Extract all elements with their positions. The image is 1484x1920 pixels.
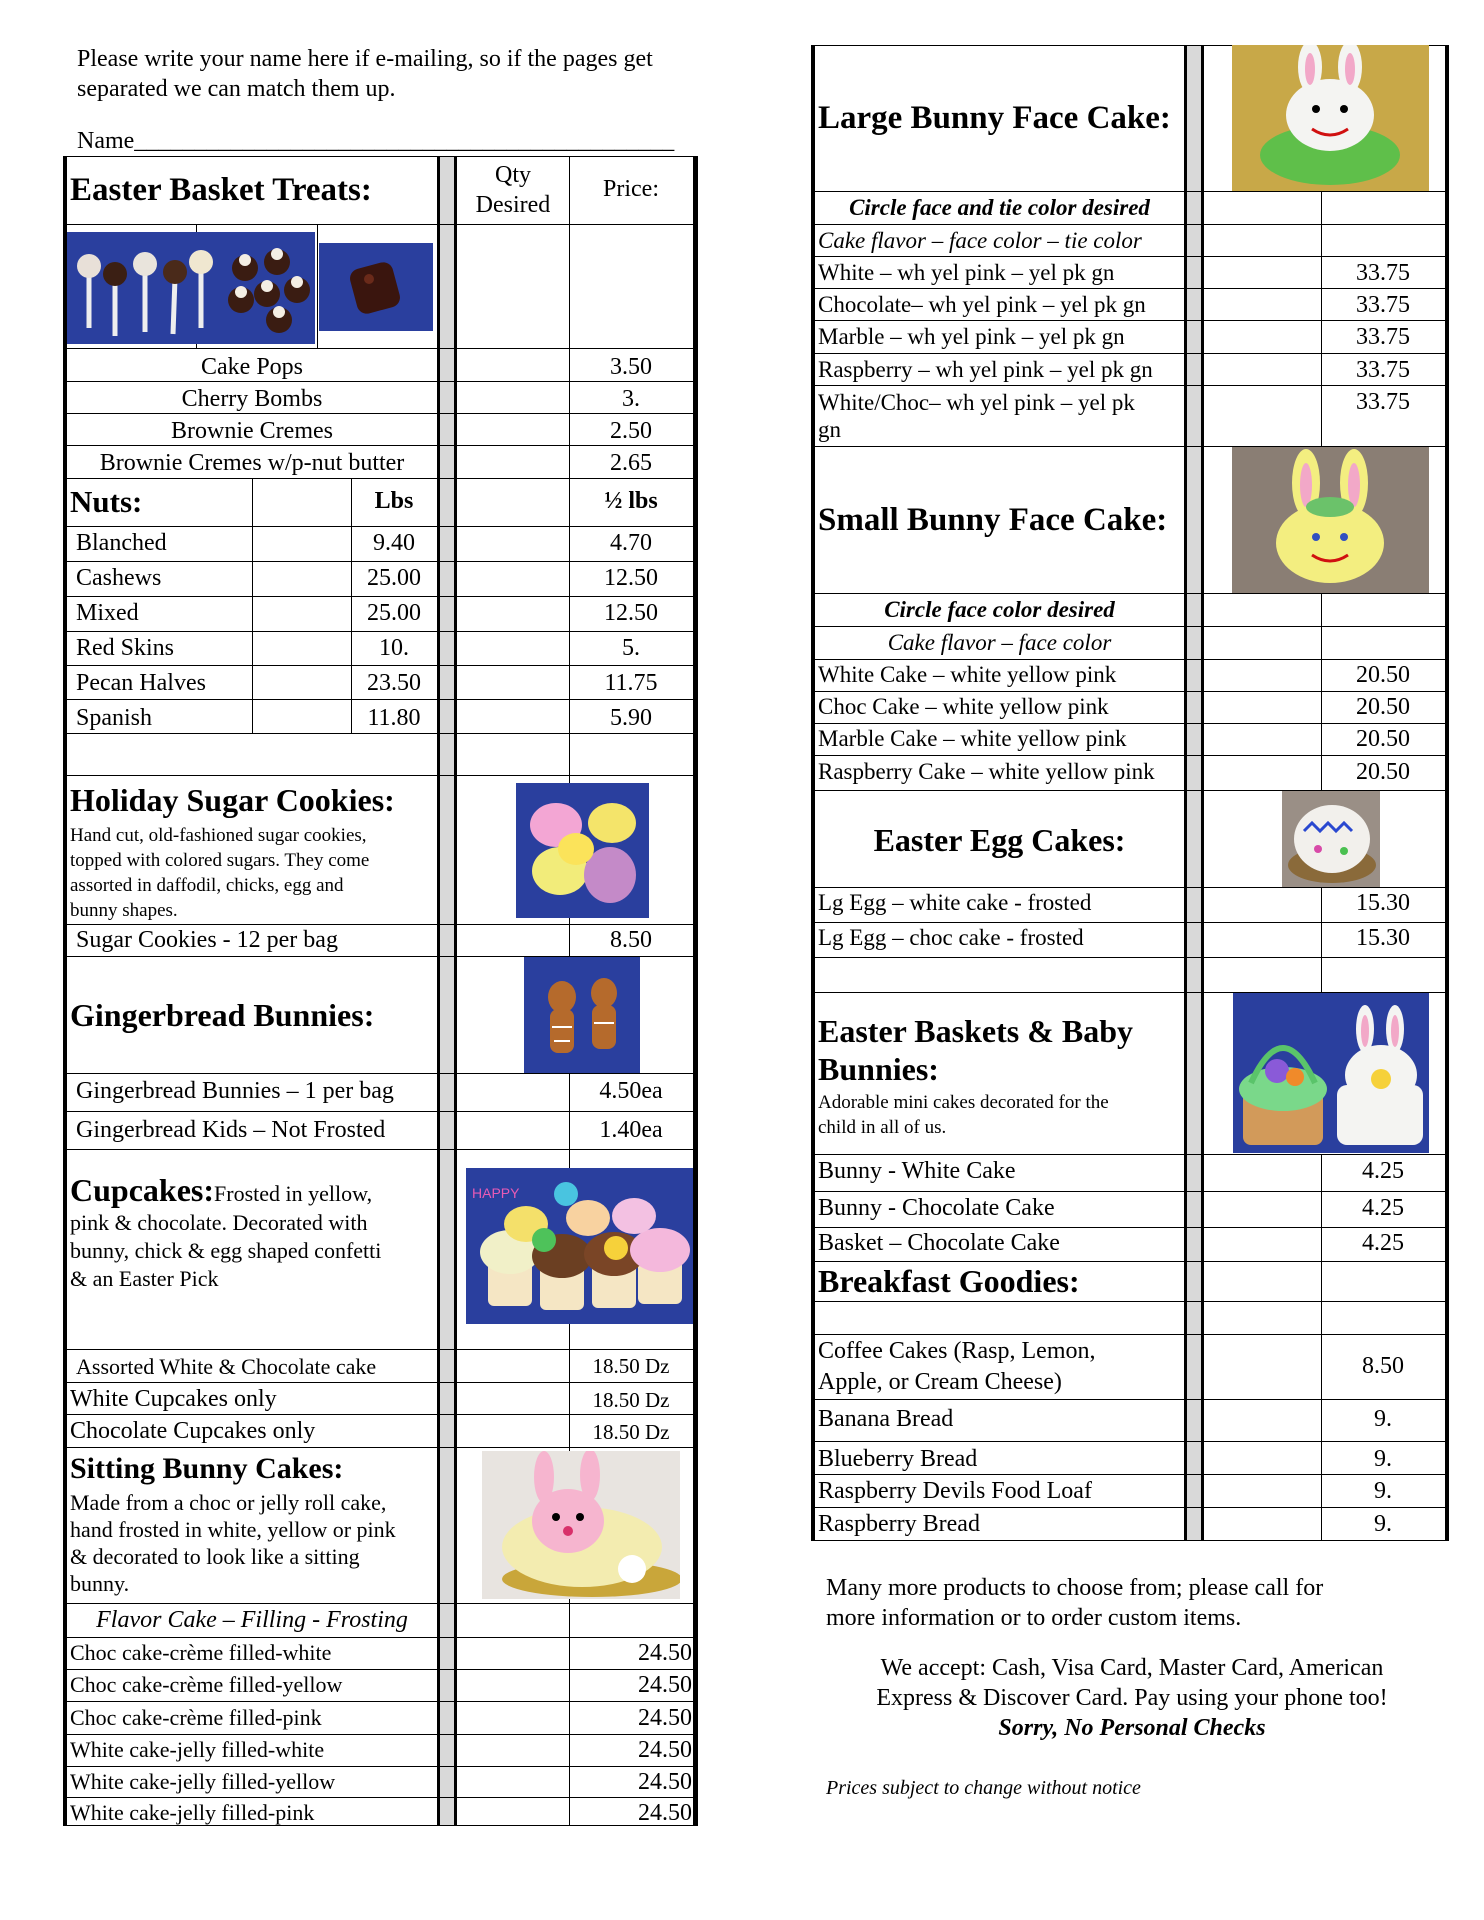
gingerbread-photo — [524, 957, 640, 1073]
baskets-desc-line: Adorable mini cakes decorated for the — [818, 1092, 1109, 1113]
nut-half: 12.50 — [604, 565, 658, 591]
baskets-price: 4.25 — [1362, 1230, 1404, 1256]
ginger-price: 1.40ea — [599, 1117, 663, 1143]
coffee-cakes-price: 8.50 — [1362, 1353, 1404, 1379]
basket-title: Easter Basket Treats: — [70, 172, 372, 208]
payment-line2: Express & Discover Card. Pay using your phone too! — [876, 1685, 1388, 1711]
basket-item-name: Brownie Cremes — [171, 418, 333, 444]
cupcakes-desc-line: pink & chocolate. Decorated with — [70, 1210, 368, 1235]
small-item: Choc Cake – white yellow pink — [818, 694, 1109, 719]
rule — [811, 1191, 1449, 1192]
sitting-desc-line: & decorated to look like a sitting — [70, 1544, 360, 1569]
rule — [63, 561, 698, 562]
large-price: 33.75 — [1356, 324, 1410, 350]
nut-half: 4.70 — [610, 530, 652, 556]
basket-item-price: 2.65 — [610, 450, 652, 476]
rule — [811, 1474, 1449, 1475]
qty-header-line1: Qty — [495, 162, 531, 188]
cupcake-price: 18.50 Dz — [592, 1354, 670, 1378]
sitting-desc-line: hand frosted in white, yellow or pink — [70, 1517, 396, 1542]
breakfast-title: Breakfast Goodies: — [818, 1263, 1080, 1299]
small-price: 20.50 — [1356, 662, 1410, 688]
name-field[interactable]: Name_____________________________________________ — [77, 128, 675, 154]
large-item-last — [818, 389, 1135, 443]
egg-price: 15.30 — [1356, 925, 1410, 951]
large-price: 33.75 — [1356, 260, 1410, 286]
nut-lbs: 23.50 — [367, 670, 421, 696]
sitting-price: 24.50 — [638, 1769, 692, 1795]
small-price: 20.50 — [1356, 726, 1410, 752]
left-divider-2 — [454, 156, 457, 1826]
rule — [811, 1334, 1449, 1335]
baskets-title-line1: Easter Baskets & Baby — [818, 1013, 1133, 1049]
large-item: Raspberry – wh yel pink – yel pk gn — [818, 357, 1153, 382]
rule — [811, 1399, 1449, 1400]
cupcakes-desc-first: Frosted in yellow, — [214, 1181, 373, 1206]
small-item: Raspberry Cake – white yellow pink — [818, 759, 1155, 784]
cupcakes-title: Cupcakes: — [70, 1172, 215, 1208]
egg-price: 15.30 — [1356, 890, 1410, 916]
rule — [811, 256, 1449, 257]
right-divider-2 — [1201, 45, 1204, 1541]
nut-name: Pecan Halves — [76, 670, 206, 696]
rule — [811, 1227, 1449, 1228]
breakfast-item: Blueberry Bread — [818, 1446, 978, 1472]
rule — [63, 224, 698, 225]
large-item: White – wh yel pink – yel pk gn — [818, 260, 1115, 285]
nut-lbs: 25.00 — [367, 565, 421, 591]
breakfast-price: 9. — [1374, 1406, 1392, 1432]
right-table-border — [811, 45, 815, 1541]
egg-item: Lg Egg – choc cake - frosted — [818, 925, 1084, 950]
cherry-bombs-photo — [219, 232, 315, 344]
rule — [63, 596, 698, 597]
breakfast-price: 9. — [1374, 1446, 1392, 1472]
sugar-desc-line: bunny shapes. — [70, 900, 178, 921]
sugar-cookies-photo — [516, 783, 649, 918]
rule — [811, 191, 1449, 192]
large-price: 33.75 — [1356, 389, 1410, 415]
large-bunny-title: Large Bunny Face Cake: — [818, 100, 1171, 136]
right-table-border-right — [1445, 45, 1449, 1541]
rule — [811, 288, 1449, 289]
nuts-col-divider-1 — [252, 478, 253, 733]
large-sub2: Cake flavor – face color – tie color — [818, 228, 1142, 253]
rule — [63, 1382, 698, 1383]
rule — [63, 1149, 698, 1150]
cupcakes-desc-line: & an Easter Pick — [70, 1266, 219, 1291]
baskets-item: Bunny - White Cake — [818, 1158, 1016, 1184]
coffee-cakes-line2: Apple, or Cream Cheese) — [818, 1369, 1062, 1395]
sitting-subhead: Flavor Cake – Filling - Frosting — [96, 1607, 408, 1633]
sitting-item: White cake-jelly filled-yellow — [70, 1769, 336, 1794]
large-item-last-line1: White/Choc– wh yel pink – yel pk — [818, 390, 1135, 415]
sitting-price: 24.50 — [638, 1705, 692, 1731]
small-item: Marble Cake – white yellow pink — [818, 726, 1127, 751]
sugar-price: 8.50 — [610, 927, 652, 953]
nut-half: 5. — [622, 635, 640, 661]
nut-name: Red Skins — [76, 635, 175, 661]
more-products-line2: more information or to order custom items. — [826, 1605, 1242, 1631]
cupcakes-desc — [70, 1209, 381, 1293]
basket-item-name: Brownie Cremes w/p-nut butter — [99, 450, 405, 476]
more-products-line1: Many more products to choose from; please call for — [826, 1575, 1324, 1601]
basket-item-name: Cherry Bombs — [181, 386, 323, 412]
rule — [811, 385, 1449, 386]
left-table-border-right — [693, 156, 698, 1826]
rule — [811, 353, 1449, 354]
rule — [811, 626, 1449, 627]
coffee-cakes-item — [818, 1336, 1096, 1398]
baskets-price: 4.25 — [1362, 1195, 1404, 1221]
nut-lbs: 11.80 — [367, 705, 421, 731]
sitting-item: White cake-jelly filled-white — [70, 1737, 325, 1762]
baskets-bunnies-photo — [1233, 993, 1429, 1153]
sitting-bunny-photo — [482, 1451, 680, 1599]
left-top-rule — [63, 156, 698, 157]
nuts-half-header: ½ lbs — [604, 488, 658, 514]
rule — [63, 478, 698, 479]
rule — [63, 1603, 698, 1604]
rule — [811, 723, 1449, 724]
sugar-title: Holiday Sugar Cookies: — [70, 782, 395, 818]
egg-title: Easter Egg Cakes: — [873, 822, 1126, 858]
breakfast-item: Banana Bread — [818, 1406, 954, 1432]
rule — [811, 1154, 1449, 1155]
basket-item-name: Cake Pops — [201, 354, 303, 380]
rule — [63, 413, 698, 414]
nut-half: 5.90 — [610, 705, 652, 731]
cupcake-price: 18.50 Dz — [592, 1420, 670, 1444]
nuts-title: Nuts: — [70, 484, 143, 519]
small-bunny-title: Small Bunny Face Cake: — [818, 502, 1168, 538]
rule — [811, 224, 1449, 225]
cupcake-item: Assorted White & Chocolate cake — [76, 1354, 377, 1379]
rule — [63, 381, 698, 382]
cupcake-price: 18.50 Dz — [592, 1388, 670, 1412]
large-price: 33.75 — [1356, 292, 1410, 318]
rule — [63, 526, 698, 527]
nut-half: 11.75 — [604, 670, 658, 696]
rule — [63, 631, 698, 632]
sitting-desc-line: Made from a choc or jelly roll cake, — [70, 1490, 387, 1515]
rule — [811, 659, 1449, 660]
nut-lbs: 10. — [379, 635, 409, 661]
rule — [63, 699, 698, 700]
sitting-item: Choc cake-crème filled-yellow — [70, 1672, 343, 1697]
egg-item: Lg Egg – white cake - frosted — [818, 890, 1092, 915]
nut-name: Blanched — [76, 530, 167, 556]
ginger-item: Gingerbread Bunnies – 1 per bag — [76, 1078, 394, 1104]
rule — [811, 887, 1449, 888]
egg-cake-photo — [1282, 791, 1380, 887]
sugar-item: Sugar Cookies - 12 per bag — [76, 927, 338, 953]
breakfast-price: 9. — [1374, 1511, 1392, 1537]
svg-text:HAPPY: HAPPY — [472, 1185, 520, 1201]
rule — [63, 1414, 698, 1415]
cupcake-item: White Cupcakes only — [70, 1386, 277, 1412]
nut-name: Mixed — [76, 600, 139, 626]
payment-note — [820, 1653, 1444, 1743]
rule — [811, 1261, 1449, 1262]
ginger-price: 4.50ea — [599, 1078, 663, 1104]
ginger-item: Gingerbread Kids – Not Frosted — [76, 1117, 386, 1143]
sitting-price: 24.50 — [638, 1640, 692, 1666]
sitting-price: 24.50 — [638, 1737, 692, 1763]
nuts-lbs-header: Lbs — [374, 488, 414, 514]
sitting-item: Choc cake-crème filled-white — [70, 1640, 332, 1665]
nut-lbs: 9.40 — [373, 530, 415, 556]
rule — [63, 348, 698, 349]
rule — [811, 320, 1449, 321]
rule — [811, 922, 1449, 923]
payment-line1: We accept: Cash, Visa Card, Master Card, American — [880, 1655, 1384, 1681]
small-price: 20.50 — [1356, 759, 1410, 785]
sitting-title: Sitting Bunny Cakes: — [70, 1452, 344, 1485]
rule — [63, 1447, 698, 1448]
left-gray-column — [440, 156, 454, 1826]
sugar-desc-line: assorted in daffodil, chicks, egg and — [70, 875, 344, 896]
rule — [63, 1766, 698, 1767]
nut-name: Spanish — [76, 705, 153, 731]
rule — [63, 1637, 698, 1638]
sugar-desc — [70, 823, 369, 923]
baskets-title — [818, 1012, 1133, 1088]
basket-item-price: 2.50 — [610, 418, 652, 444]
breakfast-item: Raspberry Devils Food Loaf — [818, 1478, 1092, 1504]
rule — [63, 1073, 698, 1074]
basket-photo-divider-2 — [317, 224, 318, 348]
basket-item-price: 3. — [622, 386, 640, 412]
sugar-desc-line: topped with colored sugars. They come — [70, 850, 370, 871]
rule — [63, 924, 698, 925]
price-notice: Prices subject to change without notice — [826, 1777, 1141, 1799]
rule — [63, 1349, 698, 1350]
nut-name: Cashews — [76, 565, 162, 591]
right-gray-column — [1187, 45, 1201, 1541]
large-sub1: Circle face and tie color desired — [849, 195, 1150, 220]
cupcakes-photo — [466, 1168, 693, 1324]
small-sub2: Cake flavor – face color — [887, 630, 1112, 655]
nut-half: 12.50 — [604, 600, 658, 626]
baskets-item: Basket – Chocolate Cake — [818, 1230, 1060, 1256]
intro-line-2: separated we can match them up. — [77, 76, 396, 102]
rule — [811, 1507, 1449, 1508]
rule — [811, 691, 1449, 692]
small-sub1: Circle face color desired — [884, 597, 1115, 622]
sitting-desc — [70, 1489, 396, 1597]
cupcake-item: Chocolate Cupcakes only — [70, 1418, 316, 1444]
nut-lbs: 25.00 — [367, 600, 421, 626]
large-item-last-line2: gn — [818, 417, 841, 442]
rule — [63, 775, 698, 776]
price-header: Price: — [603, 176, 659, 202]
sitting-price: 24.50 — [638, 1800, 692, 1826]
no-checks-note: Sorry, No Personal Checks — [998, 1715, 1266, 1741]
intro-line-1: Please write your name here if e-mailing, so if the pages get — [77, 46, 653, 72]
more-products-note — [826, 1573, 1323, 1633]
large-price: 33.75 — [1356, 357, 1410, 383]
rule — [63, 1701, 698, 1702]
baskets-item: Bunny - Chocolate Cake — [818, 1195, 1055, 1221]
large-item: Chocolate– wh yel pink – yel pk gn — [818, 292, 1146, 317]
large-bunny-photo — [1232, 45, 1429, 191]
rule — [811, 755, 1449, 756]
rule — [63, 1111, 698, 1112]
baskets-title-line2: Bunnies: — [818, 1051, 939, 1087]
rule — [811, 957, 1449, 958]
cupcakes-heading — [70, 1172, 372, 1209]
sitting-desc-line: bunny. — [70, 1571, 130, 1596]
baskets-price: 4.25 — [1362, 1158, 1404, 1184]
sugar-desc-line: Hand cut, old-fashioned sugar cookies, — [70, 825, 367, 846]
ginger-title: Gingerbread Bunnies: — [70, 997, 375, 1033]
small-price: 20.50 — [1356, 694, 1410, 720]
rule — [63, 1669, 698, 1670]
cupcakes-desc-line: bunny, chick & egg shaped confetti — [70, 1238, 382, 1263]
coffee-cakes-line1: Coffee Cakes (Rasp, Lemon, — [818, 1338, 1096, 1364]
sitting-item: Choc cake-crème filled-pink — [70, 1705, 322, 1730]
qty-header — [457, 160, 569, 220]
basket-item-price: 3.50 — [610, 354, 652, 380]
sitting-price: 24.50 — [638, 1672, 692, 1698]
large-item: Marble – wh yel pink – yel pk gn — [818, 324, 1125, 349]
rule — [811, 1441, 1449, 1442]
qty-header-line2: Desired — [475, 192, 551, 218]
rule — [811, 593, 1449, 594]
breakfast-item: Raspberry Bread — [818, 1511, 980, 1537]
baskets-desc — [818, 1090, 1109, 1140]
rule — [811, 1301, 1449, 1302]
right-bottom-rule — [811, 1540, 1449, 1541]
small-item: White Cake – white yellow pink — [818, 662, 1117, 687]
rule — [63, 445, 698, 446]
rule — [63, 1734, 698, 1735]
cake-pops-photo — [67, 232, 219, 344]
baskets-desc-line: child in all of us. — [818, 1117, 947, 1138]
rule — [63, 1797, 698, 1798]
small-bunny-photo — [1232, 447, 1429, 593]
sitting-item: White cake-jelly filled-pink — [70, 1800, 315, 1825]
rule — [63, 665, 698, 666]
brownie-cremes-photo — [319, 243, 433, 331]
breakfast-price: 9. — [1374, 1478, 1392, 1504]
rule — [63, 733, 698, 734]
